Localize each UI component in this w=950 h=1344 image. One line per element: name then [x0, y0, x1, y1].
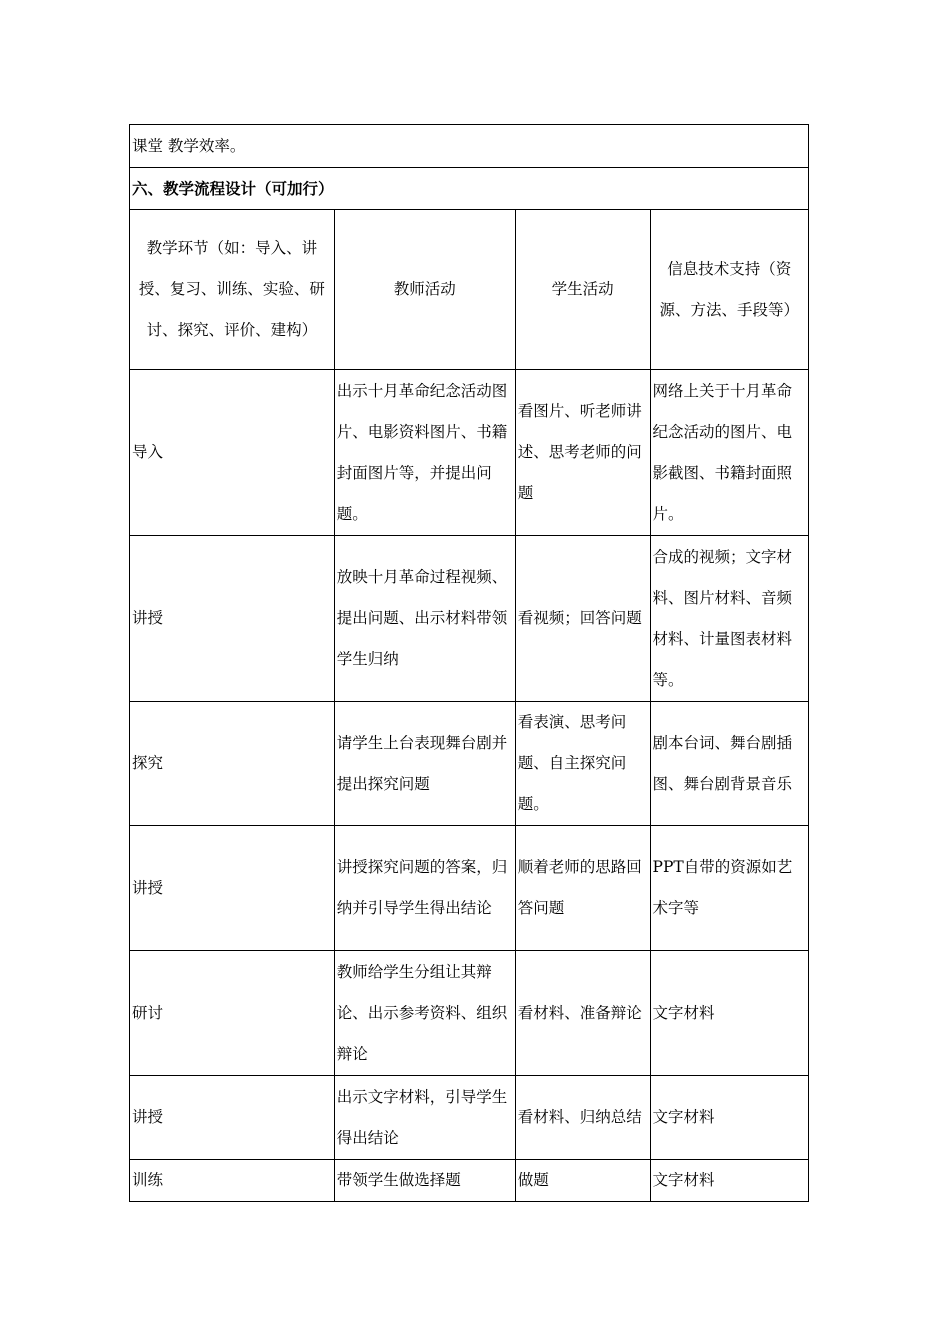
row-student: 做题	[515, 1160, 650, 1202]
row-tech: 文字材料	[650, 951, 808, 1076]
row-student: 看视频；回答问题	[515, 536, 650, 702]
table-row	[130, 702, 809, 826]
section-title: 六、教学流程设计（可加行）	[130, 168, 809, 210]
row-tech: 合成的视频；文字材料、图片材料、音频材料、计量图表材料等。	[650, 536, 808, 702]
row-stage: 探究	[130, 702, 335, 826]
row-tech: 剧本台词、舞台剧插图、舞台剧背景音乐	[650, 702, 808, 826]
row-stage: 讲授	[130, 536, 335, 702]
header-row	[130, 210, 809, 370]
row-stage: 讲授	[130, 826, 335, 951]
table-row	[130, 370, 809, 536]
row-tech: 文字材料	[650, 1076, 808, 1160]
row-stage: 研讨	[130, 951, 335, 1076]
row-student: 看材料、准备辩论	[515, 951, 650, 1076]
row-teacher: 请学生上台表现舞台剧并提出探究问题	[334, 702, 515, 826]
row-teacher: 讲授探究问题的答案，归纳并引导学生得出结论	[334, 826, 515, 951]
row-student: 顺着老师的思路回答问题	[515, 826, 650, 951]
table-row	[130, 1076, 809, 1160]
row-teacher: 出示文字材料，引导学生得出结论	[334, 1076, 515, 1160]
row-stage: 训练	[130, 1160, 335, 1202]
table-row	[130, 536, 809, 702]
teaching-flow-table	[129, 124, 809, 1202]
table-row	[130, 1160, 809, 1202]
row-stage: 导入	[130, 370, 335, 536]
row-teacher: 出示十月革命纪念活动图片、电影资料图片、书籍封面图片等，并提出问题。	[334, 370, 515, 536]
row-tech: PPT自带的资源如艺术字等	[650, 826, 808, 951]
header-tech: 信息技术支持（资源、方法、手段等）	[650, 210, 808, 370]
header-student: 学生活动	[515, 210, 650, 370]
row-student: 看表演、思考问题、自主探究问题。	[515, 702, 650, 826]
row-student: 看材料、归纳总结	[515, 1076, 650, 1160]
row-student: 看图片、听老师讲述、思考老师的问题	[515, 370, 650, 536]
row-teacher: 放映十月革命过程视频、提出问题、出示材料带领学生归纳	[334, 536, 515, 702]
table-row	[130, 951, 809, 1076]
top-text-row	[130, 125, 809, 168]
row-teacher: 带领学生做选择题	[334, 1160, 515, 1202]
header-stage: 教学环节（如：导入、讲授、复习、训练、实验、研讨、探究、评价、建构）	[130, 210, 335, 370]
row-teacher: 教师给学生分组让其辩论、出示参考资料、组织辩论	[334, 951, 515, 1076]
top-text: 课堂 教学效率。	[130, 125, 809, 168]
table-row	[130, 826, 809, 951]
section-title-row	[130, 168, 809, 210]
row-tech: 文字材料	[650, 1160, 808, 1202]
header-teacher: 教师活动	[334, 210, 515, 370]
row-stage: 讲授	[130, 1076, 335, 1160]
row-tech: 网络上关于十月革命纪念活动的图片、电影截图、书籍封面照片。	[650, 370, 808, 536]
